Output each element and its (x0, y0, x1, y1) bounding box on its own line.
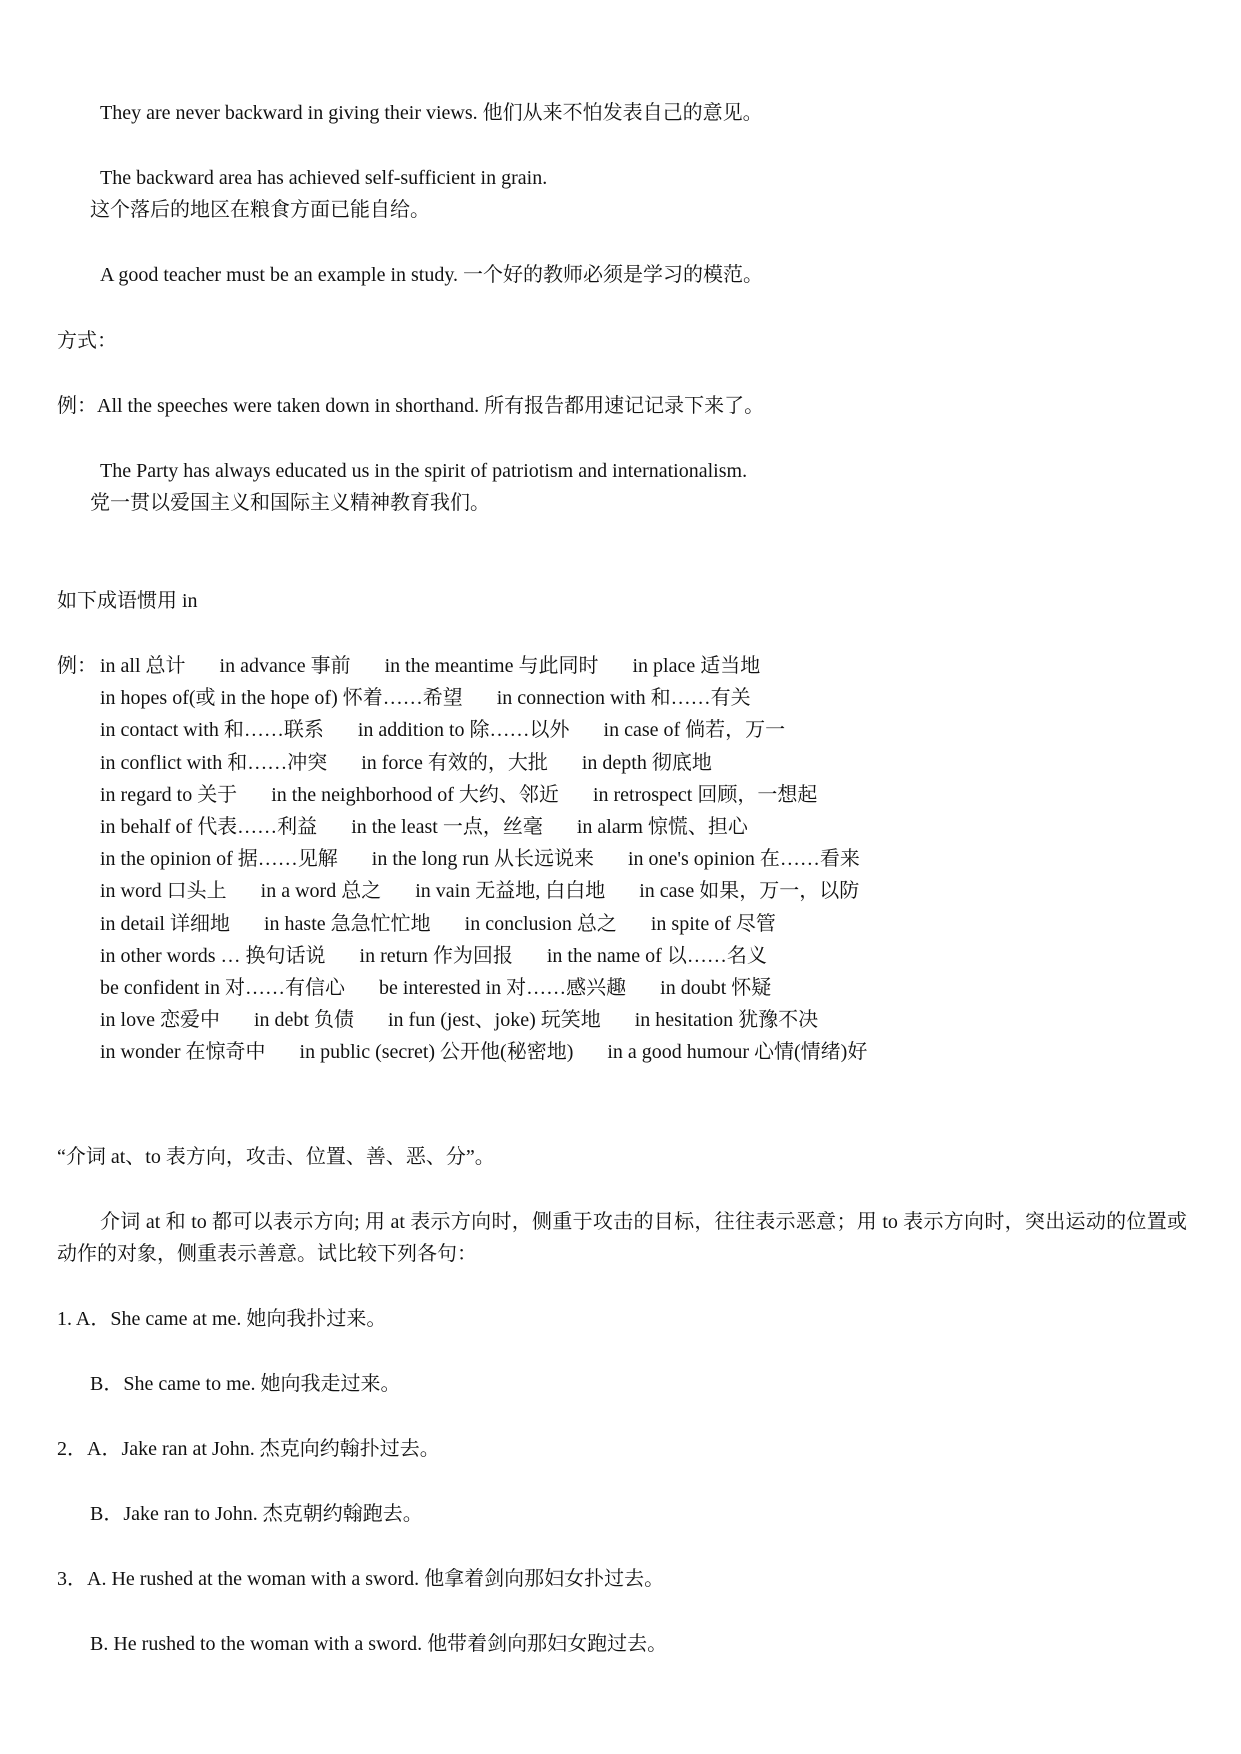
intro-line-1: They are never backward in giving their views. 他们从来不怕发表自己的意见。 (100, 102, 763, 124)
manner-example-2: The Party has always educated us in the spirit of patriotism and internationalism. (100, 460, 748, 482)
manner-example-2-cn: 党一贯以爱国主义和国际主义精神教育我们。 (90, 492, 490, 514)
idiom-item: in other words … 换句话说 (100, 945, 326, 967)
idioms-heading: 如下成语惯用 in (57, 590, 198, 612)
idiom-item: in place 适当地 (632, 655, 761, 677)
idiom-item: in behalf of 代表……利益 (100, 816, 318, 838)
idiom-item: in haste 急急忙忙地 (263, 913, 431, 935)
idioms-prefix: 例： (57, 655, 97, 677)
idiom-row (100, 944, 767, 968)
idiom-item: in vain 无益地, 白白地 (415, 880, 606, 902)
idiom-item: in hesitation 犹豫不决 (634, 1009, 819, 1031)
idiom-item: be confident in 对……有信心 (100, 977, 345, 999)
idiom-row (100, 1040, 867, 1064)
idiom-item: in word 口头上 (100, 880, 227, 902)
idiom-item: in return 作为回报 (359, 945, 513, 967)
idiom-item: in connection with 和……有关 (496, 687, 751, 709)
idiom-item: in case 如果，万一，以防 (639, 880, 860, 902)
at-to-paragraph: 介词 at 和 to 都可以表示方向; 用 at 表示方向时，侧重于攻击的目标，往往表示恶意；用 to 表示方向时，突出运动的位置或动作的对象，侧重表示善意。试比较下列各句： (57, 1211, 1187, 1265)
idiom-item: in public (secret) 公开他(秘密地) (299, 1041, 574, 1063)
idiom-item: in the long run 从长远说来 (371, 848, 594, 870)
idiom-item: in one's opinion 在……看来 (627, 848, 860, 870)
idiom-item: in advance 事前 (219, 655, 351, 677)
intro-line-2-cn: 这个落后的地区在粮食方面已能自给。 (90, 199, 430, 221)
at-to-heading: “介词 at、to 表方向，攻击、位置、善、恶、分”。 (57, 1146, 495, 1168)
intro-line-3: A good teacher must be an example in study. 一个好的教师必须是学习的模范。 (100, 264, 764, 286)
example-2a: 2．A．Jake ran at John. 杰克向约翰扑过去。 (57, 1438, 440, 1460)
idiom-item: in regard to 关于 (100, 784, 238, 806)
example-2b: B．Jake ran to John. 杰克朝约翰跑去。 (90, 1503, 423, 1525)
idiom-item: in debt 负债 (254, 1009, 354, 1031)
idiom-row (100, 718, 785, 742)
idiom-item: in the least 一点，丝毫 (351, 816, 543, 838)
idiom-item: in spite of 尽管 (650, 913, 776, 935)
idiom-item: in fun (jest、joke) 玩笑地 (388, 1009, 601, 1031)
idiom-row (100, 751, 712, 775)
idiom-item: in alarm 惊慌、担心 (576, 816, 748, 838)
idiom-item: in case of 倘若，万一 (603, 719, 786, 741)
idiom-item: in love 恋爱中 (100, 1009, 220, 1031)
idiom-item: in the meantime 与此同时 (384, 655, 599, 677)
idiom-item: in the name of 以……名义 (546, 945, 767, 967)
idiom-row (100, 976, 771, 1000)
idiom-item: in conflict with 和……冲突 (100, 752, 328, 774)
example-3a: 3．A. He rushed at the woman with a sword. 他拿着剑向那妇女扑过去。 (57, 1568, 665, 1590)
idiom-item: in detail 详细地 (100, 913, 230, 935)
idiom-item: be interested in 对……感兴趣 (378, 977, 627, 999)
example-1b: B．She came to me. 她向我走过来。 (90, 1373, 401, 1395)
idiom-item: in doubt 怀疑 (660, 977, 772, 999)
intro-line-2: The backward area has achieved self-sufficient in grain. (100, 167, 548, 189)
idiom-row (100, 879, 859, 903)
idiom-item: in a word 总之 (260, 880, 382, 902)
idiom-item: in wonder 在惊奇中 (100, 1041, 266, 1063)
idiom-item: in addition to 除……以外 (357, 719, 570, 741)
idiom-row (100, 783, 817, 807)
example-3b: B. He rushed to the woman with a sword. 他带着剑向那妇女跑过去。 (90, 1633, 668, 1655)
idiom-item: in conclusion 总之 (464, 913, 617, 935)
idiom-item: in the neighborhood of 大约、邻近 (271, 784, 559, 806)
example-1a: 1. A．She came at me. 她向我扑过来。 (57, 1308, 387, 1330)
idiom-row (100, 686, 751, 710)
idiom-row (100, 847, 860, 871)
idiom-item: in the opinion of 据……见解 (100, 848, 338, 870)
idiom-row (100, 654, 760, 678)
idiom-row (100, 815, 748, 839)
idiom-item: in a good humour 心情(情绪)好 (607, 1041, 868, 1063)
idiom-row (100, 1008, 818, 1032)
idiom-item: in all 总计 (100, 655, 186, 677)
manner-example-1: 例：All the speeches were taken down in shorthand. 所有报告都用速记记录下来了。 (57, 395, 765, 417)
idiom-item: in depth 彻底地 (581, 752, 712, 774)
idiom-item: in retrospect 回顾，一想起 (592, 784, 818, 806)
idiom-item: in contact with 和……联系 (100, 719, 324, 741)
idiom-row (100, 912, 776, 936)
manner-heading: 方式： (57, 330, 117, 352)
idiom-item: in hopes of(或 in the hope of) 怀着……希望 (100, 687, 463, 709)
idiom-item: in force 有效的，大批 (361, 752, 548, 774)
